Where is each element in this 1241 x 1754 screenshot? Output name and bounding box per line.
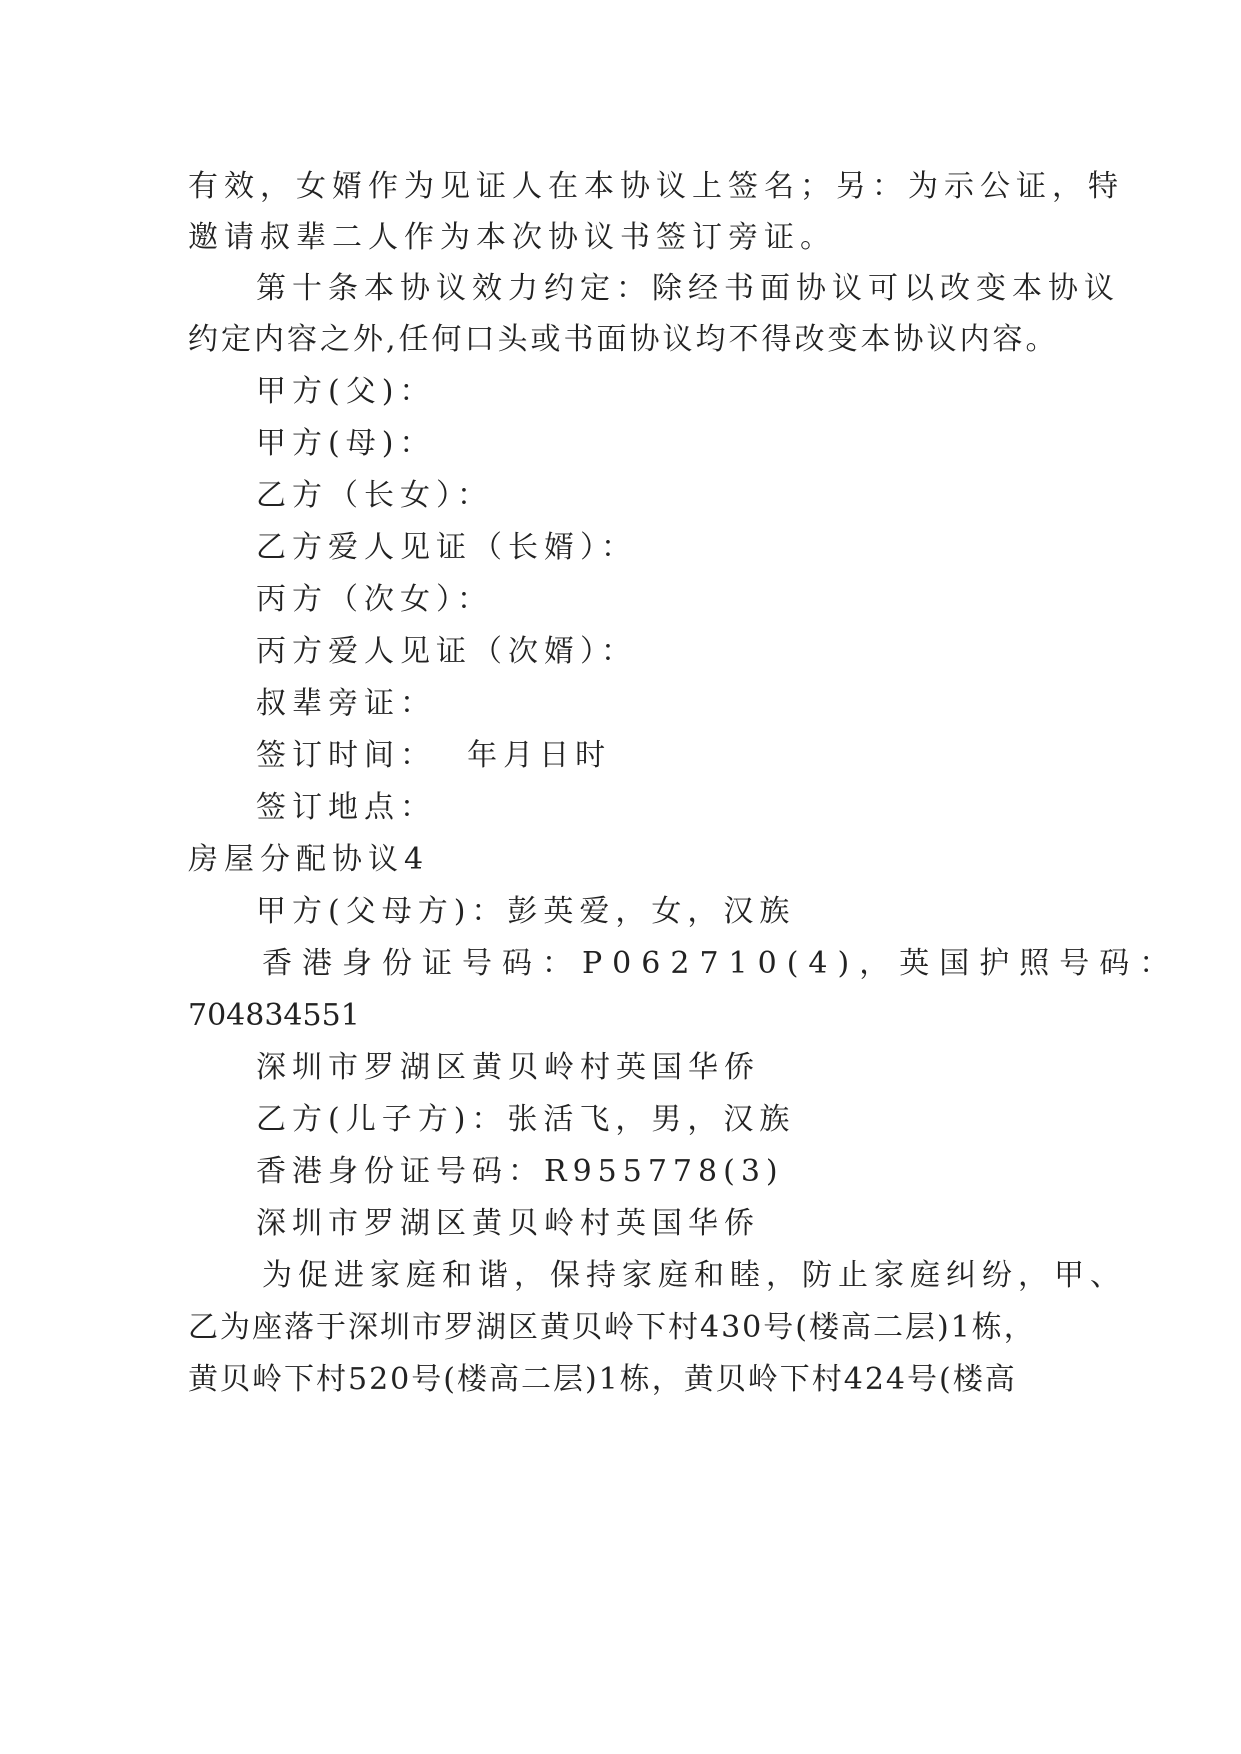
body-line: 乙为座落于深圳市罗湖区黄贝岭下村430号(楼高二层)1栋， (188, 1310, 1036, 1345)
body-line: 邀请叔辈二人作为本次协议书签订旁证。 (188, 220, 836, 255)
party-b-line: 乙方(儿子方)：张活飞，男，汉族 (256, 1102, 796, 1137)
party-a-passport-number: 704834551 (188, 998, 360, 1033)
body-line: 为促进家庭和谐，保持家庭和睦，防止家庭纠纷，甲、 (262, 1258, 1126, 1293)
signature-line-elder-son-in-law: 乙方爱人见证（长婿）： (256, 530, 637, 565)
signature-line-mother: 甲方(母)： (256, 426, 436, 461)
body-line: 有效，女婿作为见证人在本协议上签名；另：为示公证，特 (188, 169, 1124, 204)
signing-place-line: 签订地点： (256, 790, 436, 825)
section-title: 房屋分配协议4 (188, 842, 430, 877)
signature-line-younger-daughter: 丙方（次女）： (256, 582, 493, 617)
party-a-address: 深圳市罗湖区黄贝岭村英国华侨 (256, 1050, 760, 1085)
party-a-line: 甲方(父母方)：彭英爱，女，汉族 (256, 894, 796, 929)
body-line: 约定内容之外,任何口头或书面协议均不得改变本协议内容。 (188, 322, 1059, 357)
party-a-id-line: 香港身份证号码：P062710(4)，英国护照号码： (262, 946, 1180, 981)
signature-line-father: 甲方(父)： (256, 374, 436, 409)
signing-time-line: 签订时间： 年月日时 (256, 738, 612, 773)
signature-line-uncle-witness: 叔辈旁证： (256, 686, 436, 721)
signature-line-elder-daughter: 乙方（长女）： (256, 478, 493, 513)
article-10-line: 第十条本协议效力约定：除经书面协议可以改变本协议 (256, 271, 1120, 306)
party-b-id-line: 香港身份证号码：R955778(3) (256, 1154, 784, 1189)
signature-line-younger-son-in-law: 丙方爱人见证（次婿）： (256, 634, 637, 669)
party-b-address: 深圳市罗湖区黄贝岭村英国华侨 (256, 1206, 760, 1241)
body-line: 黄贝岭下村520号(楼高二层)1栋，黄贝岭下村424号(楼高 (188, 1362, 1017, 1397)
